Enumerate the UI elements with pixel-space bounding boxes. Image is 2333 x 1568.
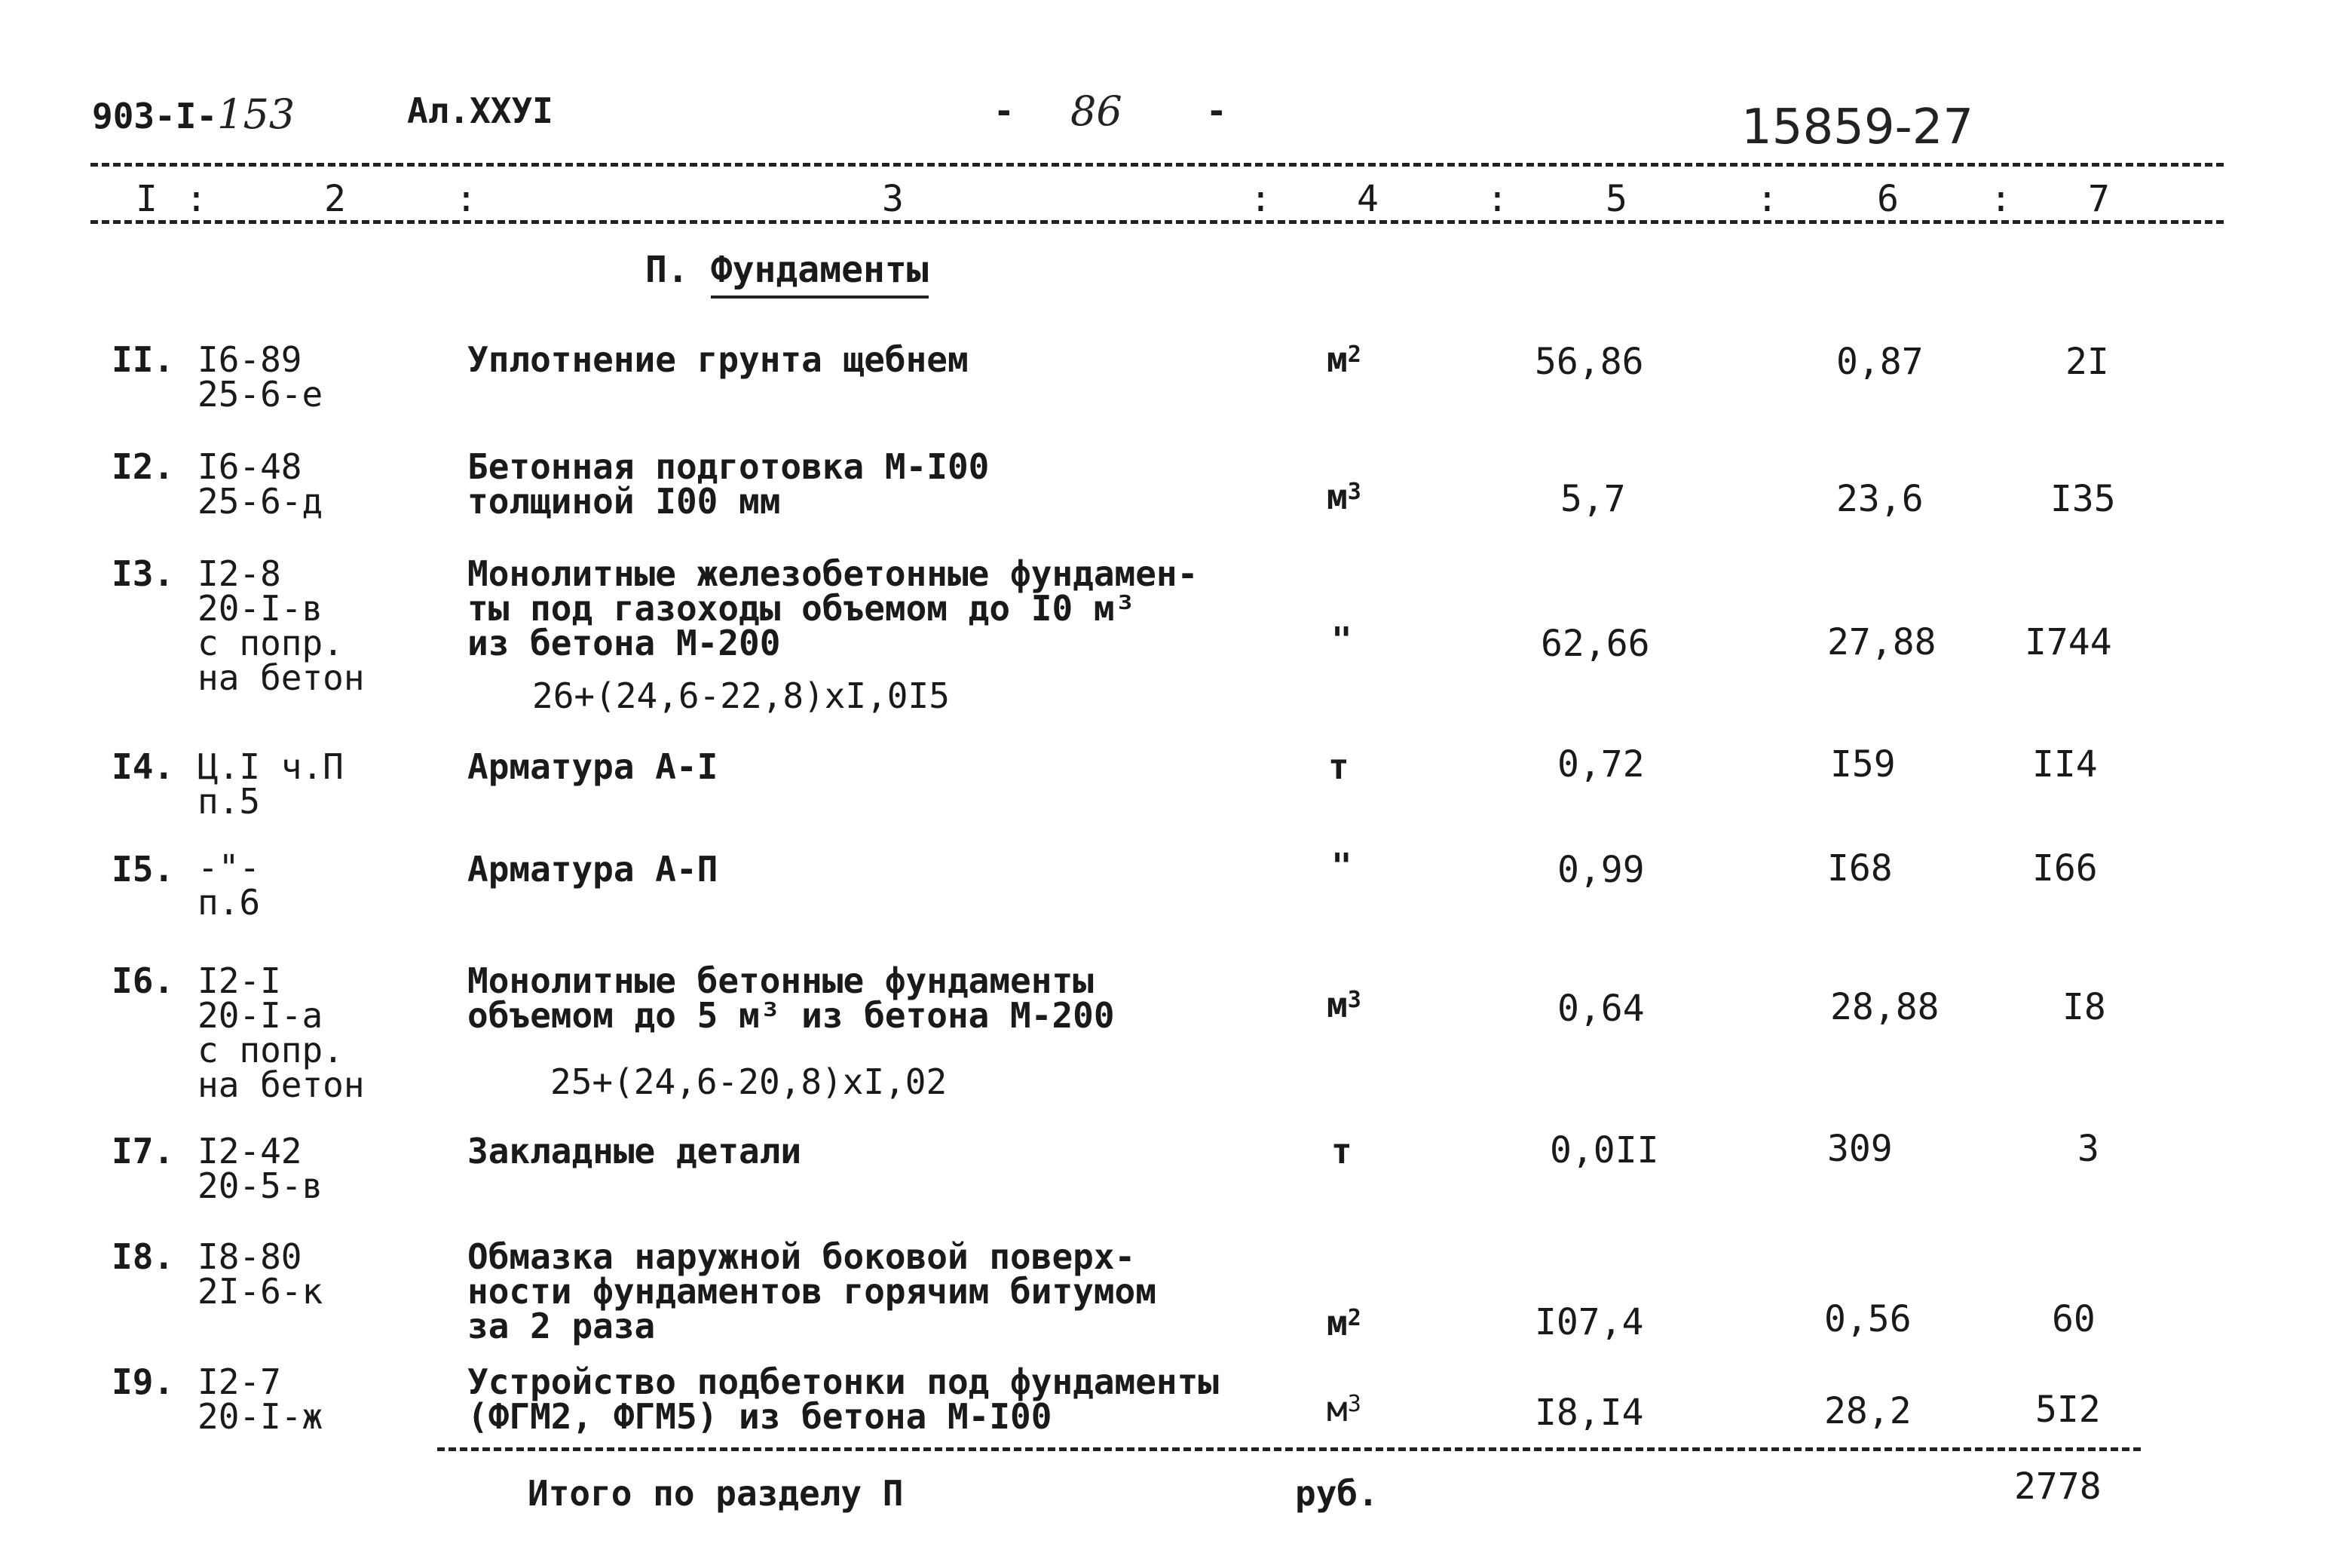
- unit-text: м: [1327, 476, 1348, 517]
- row-price: I68: [1827, 847, 1893, 890]
- row-unit: [1327, 339, 1361, 380]
- doc-code-prefix: 903-I-: [92, 96, 218, 136]
- row-codes: [197, 746, 344, 822]
- row-quantity: 0,64: [1557, 988, 1645, 1030]
- unit-text: м: [1327, 1303, 1348, 1343]
- code-line: I8-80: [197, 1236, 302, 1277]
- row-price: 309: [1827, 1128, 1893, 1170]
- col-4-number: 4: [1357, 178, 1379, 220]
- row-total: I35: [2050, 478, 2116, 520]
- row-description: [467, 1361, 1219, 1437]
- unit-exponent: 3: [1347, 1391, 1361, 1417]
- row-price: 27,88: [1827, 621, 1937, 663]
- description-line: объемом до 5 м³ из бетона М-200: [467, 995, 1115, 1036]
- row-description: [467, 553, 1199, 663]
- row-codes: [197, 446, 323, 522]
- description-line: толщиной I00 мм: [467, 481, 781, 522]
- col-5-number: 5: [1606, 178, 1627, 220]
- code-line: I6-89: [197, 339, 302, 380]
- row-formula: 25+(24,6-20,8)хI,02: [550, 1061, 948, 1102]
- row-number: I6.: [112, 960, 175, 1001]
- description-line: Закладные детали: [467, 1131, 802, 1171]
- row-number: I5.: [112, 849, 175, 890]
- row-unit: т: [1331, 1131, 1352, 1171]
- col-separator: :: [185, 178, 207, 220]
- description-line: Уплотнение грунта щебнем: [467, 339, 969, 380]
- row-formula: 26+(24,6-22,8)хI,0I5: [532, 675, 950, 716]
- row-description: [467, 1236, 1156, 1346]
- col-separator: :: [1756, 178, 1778, 220]
- row-description: [467, 849, 718, 890]
- unit-exponent: 2: [1347, 341, 1361, 368]
- description-line: Монолитные бетонные фундаменты: [467, 960, 1094, 1001]
- row-number: I4.: [112, 746, 175, 787]
- row-quantity: 0,0II: [1550, 1129, 1659, 1171]
- code-line: 20-I-а: [197, 995, 323, 1036]
- row-total: I8: [2062, 986, 2106, 1028]
- row-total: I66: [2032, 847, 2098, 890]
- row-unit: ": [1331, 846, 1352, 887]
- code-line: 25-6-д: [197, 481, 323, 522]
- unit-text: м: [1327, 985, 1348, 1025]
- row-codes: [197, 1361, 323, 1437]
- page-dash-left: -: [994, 90, 1015, 131]
- code-line: п.5: [197, 781, 261, 822]
- row-number: I7.: [112, 1131, 175, 1171]
- description-line: Обмазка наружной боковой поверх-: [467, 1236, 1136, 1277]
- row-number: I2.: [112, 446, 175, 487]
- header-bottom-rule: [90, 220, 2224, 224]
- col-separator: :: [455, 178, 477, 220]
- description-line: Арматура А-П: [467, 849, 718, 890]
- row-unit: [1327, 1389, 1361, 1429]
- description-line: Монолитные железобетонные фундамен-: [467, 553, 1199, 594]
- row-price: 28,2: [1824, 1390, 1912, 1432]
- description-line: за 2 раза: [467, 1306, 656, 1346]
- unit-exponent: 3: [1347, 479, 1361, 505]
- row-unit: [1331, 620, 1352, 660]
- summary-rule: [437, 1447, 2141, 1451]
- row-codes: [197, 1131, 323, 1206]
- code-line: с попр.: [197, 623, 344, 663]
- row-quantity: I07,4: [1535, 1301, 1644, 1343]
- summary-total: 2778: [2014, 1465, 2102, 1508]
- row-unit: [1327, 476, 1361, 517]
- code-line: -"-: [197, 847, 261, 888]
- page-number: 86: [1070, 87, 1122, 135]
- code-line: п.6: [197, 882, 261, 923]
- code-line: I2-7: [197, 1361, 281, 1402]
- col-3-number: 3: [882, 178, 904, 220]
- col-7-number: 7: [2088, 178, 2110, 220]
- summary-unit: руб.: [1295, 1473, 1379, 1514]
- doc-code-handwritten: 153: [217, 90, 295, 138]
- row-price: 0,87: [1836, 341, 1924, 383]
- col-2-number: 2: [324, 178, 346, 220]
- row-description: [467, 339, 969, 380]
- description-line: Арматура А-I: [467, 746, 718, 787]
- description-line: Устройство подбетонки под фундаменты: [467, 1361, 1219, 1402]
- col-1-number: I: [136, 178, 158, 220]
- section-heading: [645, 249, 929, 291]
- header-top-rule: [90, 163, 2224, 167]
- description-line: из бетона М-200: [467, 623, 781, 663]
- row-total: II4: [2032, 743, 2098, 786]
- row-description: [467, 1131, 802, 1171]
- code-line: на бетон: [197, 1064, 365, 1105]
- row-codes: [197, 553, 365, 698]
- document-number: 15859-27: [1741, 100, 1974, 155]
- code-line: с попр.: [197, 1030, 344, 1070]
- unit-exponent: 3: [1347, 987, 1361, 1013]
- summary-label: Итого по разделу П: [528, 1473, 904, 1514]
- row-total: 5I2: [2035, 1389, 2101, 1431]
- code-line: Ц.I ч.П: [197, 746, 344, 787]
- description-line: Бетонная подготовка М-I00: [467, 446, 990, 487]
- row-codes: [197, 1236, 323, 1312]
- description-line: ты под газоходы объемом до I0 м³: [467, 588, 1136, 629]
- row-number: II.: [112, 339, 175, 380]
- row-price: 28,88: [1830, 986, 1940, 1028]
- col-separator: :: [1990, 178, 2012, 220]
- row-total: I744: [2025, 621, 2112, 663]
- row-total: 3: [2077, 1128, 2099, 1170]
- doc-code: [92, 90, 295, 138]
- row-price: 0,56: [1824, 1298, 1912, 1340]
- col-6-number: 6: [1877, 178, 1899, 220]
- row-quantity: 62,66: [1541, 623, 1650, 665]
- row-unit: [1327, 1303, 1361, 1343]
- row-codes: [197, 339, 323, 415]
- row-number: I3.: [112, 553, 175, 594]
- unit-exponent: 2: [1347, 1305, 1361, 1331]
- unit-text: м: [1327, 1389, 1348, 1429]
- row-number: I8.: [112, 1236, 175, 1277]
- row-quantity: 56,86: [1535, 341, 1644, 383]
- row-quantity: 5,7: [1560, 478, 1626, 520]
- row-description: [467, 746, 718, 787]
- row-codes: [197, 847, 261, 923]
- col-separator: :: [1250, 178, 1272, 220]
- code-line: I6-48: [197, 446, 302, 487]
- col-separator: :: [1486, 178, 1508, 220]
- code-line: 20-I-ж: [197, 1396, 323, 1437]
- row-quantity: I8,I4: [1535, 1392, 1644, 1434]
- code-line: I2-42: [197, 1131, 302, 1171]
- code-line: 25-6-е: [197, 374, 323, 415]
- row-description: [467, 960, 1115, 1036]
- section-title: Фундаменты: [711, 249, 929, 299]
- section-prefix: П.: [645, 249, 689, 291]
- unit-text: ": [1331, 620, 1352, 660]
- code-line: I2-8: [197, 553, 281, 594]
- row-total: 60: [2052, 1298, 2096, 1340]
- row-quantity: 0,72: [1557, 743, 1645, 786]
- row-description: [467, 446, 990, 522]
- row-quantity: 0,99: [1557, 849, 1645, 891]
- code-line: 20-I-в: [197, 588, 323, 629]
- row-price: 23,6: [1836, 478, 1924, 520]
- code-line: I2-I: [197, 960, 281, 1001]
- page-dash-right: -: [1206, 90, 1227, 131]
- row-unit: т: [1328, 746, 1349, 787]
- code-line: 2I-6-к: [197, 1271, 323, 1312]
- unit-text: м: [1327, 339, 1348, 380]
- row-number: I9.: [112, 1361, 175, 1402]
- row-total: 2I: [2065, 341, 2109, 383]
- description-line: (ФГМ2, ФГМ5) из бетона М-I00: [467, 1396, 1052, 1437]
- code-line: 20-5-в: [197, 1165, 323, 1206]
- row-price: I59: [1830, 743, 1896, 786]
- album-label: Ал.XXУI: [407, 90, 553, 131]
- row-codes: [197, 960, 365, 1105]
- code-line: на бетон: [197, 657, 365, 698]
- description-line: ности фундаментов горячим битумом: [467, 1271, 1156, 1312]
- row-unit: [1327, 985, 1361, 1025]
